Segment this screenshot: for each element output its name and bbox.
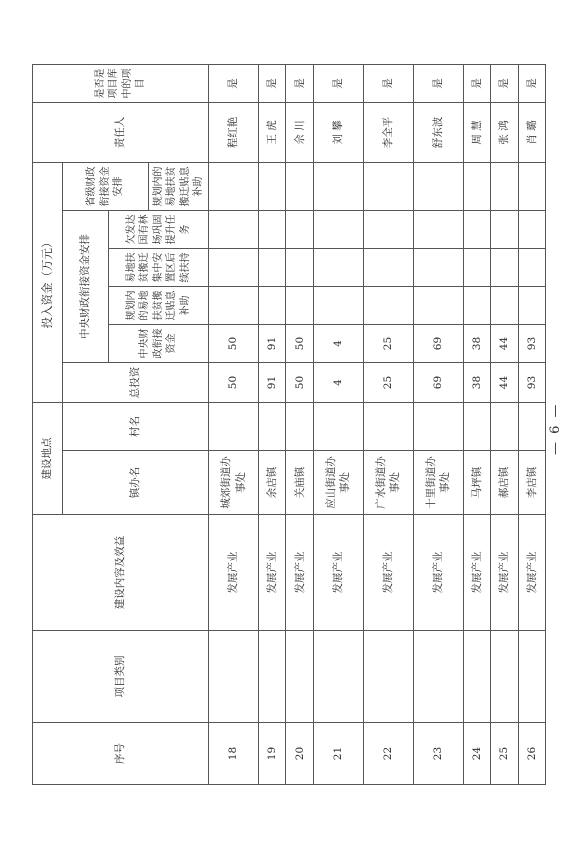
cell-content: 发展产业 (286, 515, 313, 631)
cell-central-fund: 25 (363, 325, 413, 363)
cell-central-forest-farm (286, 211, 313, 249)
cell-central-resettlement-support (259, 249, 286, 287)
cell-central-resettlement-support (463, 249, 490, 287)
cell-central-fund: 91 (259, 325, 286, 363)
cell-content: 发展产业 (518, 515, 545, 631)
cell-village (286, 403, 313, 451)
cell-seq: 20 (286, 723, 313, 785)
cell-total: 4 (313, 363, 363, 403)
cell-central-forest-farm (363, 211, 413, 249)
cell-library: 是 (286, 64, 313, 102)
cell-central-forest-farm (313, 211, 363, 249)
cell-village (491, 403, 518, 451)
cell-total: 93 (518, 363, 545, 403)
table-row (209, 64, 259, 784)
cell-town: 城郊街道办事处 (209, 451, 259, 515)
cell-central-resettlement-support (491, 249, 518, 287)
cell-provincial-subsidy (518, 162, 545, 210)
cell-central-fund: 93 (518, 325, 545, 363)
header-provincial-sub1: 规划内的易地扶贫搬迁贴息补助 (149, 162, 209, 210)
cell-central-forest-farm (491, 211, 518, 249)
cell-provincial-subsidy (209, 162, 259, 210)
cell-central-relocation-subsidy (259, 287, 286, 325)
cell-content: 发展产业 (209, 515, 259, 631)
cell-village (209, 403, 259, 451)
cell-provincial-subsidy (491, 162, 518, 210)
cell-central-relocation-subsidy (491, 287, 518, 325)
header-total: 总投资 (63, 363, 209, 403)
cell-central-relocation-subsidy (463, 287, 490, 325)
cell-town: 十里街道办事处 (413, 451, 463, 515)
cell-town: 马坪镇 (463, 451, 490, 515)
table-row (518, 64, 545, 784)
cell-content: 发展产业 (491, 515, 518, 631)
cell-central-resettlement-support (209, 249, 259, 287)
cell-content: 发展产业 (463, 515, 490, 631)
cell-village (413, 403, 463, 451)
cell-total: 91 (259, 363, 286, 403)
header-category: 项目类别 (33, 631, 209, 723)
cell-central-forest-farm (463, 211, 490, 249)
cell-total: 50 (209, 363, 259, 403)
cell-provincial-subsidy (259, 162, 286, 210)
cell-content: 发展产业 (259, 515, 286, 631)
cell-person: 刘 攀 (313, 102, 363, 162)
header-person: 责任人 (33, 102, 209, 162)
cell-central-fund: 50 (286, 325, 313, 363)
cell-village (518, 403, 545, 451)
cell-central-fund: 50 (209, 325, 259, 363)
cell-total: 50 (286, 363, 313, 403)
cell-town: 李店镇 (518, 451, 545, 515)
cell-library: 是 (413, 64, 463, 102)
table-row (286, 64, 313, 784)
cell-central-resettlement-support (363, 249, 413, 287)
cell-library: 是 (491, 64, 518, 102)
cell-village (463, 403, 490, 451)
cell-central-fund: 69 (413, 325, 463, 363)
cell-village (313, 403, 363, 451)
cell-central-fund: 4 (313, 325, 363, 363)
cell-central-fund: 44 (491, 325, 518, 363)
header-central-sub1: 中央财政衔接资金 (109, 325, 209, 363)
cell-library: 是 (209, 64, 259, 102)
cell-category (313, 631, 363, 723)
table-row (491, 64, 518, 784)
cell-central-resettlement-support (313, 249, 363, 287)
cell-central-relocation-subsidy (286, 287, 313, 325)
cell-provincial-subsidy (286, 162, 313, 210)
header-village: 村名 (63, 403, 209, 451)
cell-content: 发展产业 (363, 515, 413, 631)
table-row (463, 64, 490, 784)
cell-central-relocation-subsidy (363, 287, 413, 325)
cell-person: 程红艳 (209, 102, 259, 162)
cell-category (463, 631, 490, 723)
header-central: 中央财政衔接资金安排 (63, 211, 109, 363)
cell-provincial-subsidy (363, 162, 413, 210)
header-content: 建设内容及效益 (33, 515, 209, 631)
cell-seq: 22 (363, 723, 413, 785)
cell-seq: 23 (413, 723, 463, 785)
table-row (313, 64, 363, 784)
cell-seq: 21 (313, 723, 363, 785)
cell-person: 舒东波 (413, 102, 463, 162)
header-town: 镇办名 (63, 451, 209, 515)
cell-total: 25 (363, 363, 413, 403)
page-number: — 6 — (548, 402, 563, 455)
cell-central-fund: 38 (463, 325, 490, 363)
cell-central-relocation-subsidy (518, 287, 545, 325)
cell-total: 69 (413, 363, 463, 403)
table-body (209, 64, 546, 784)
cell-central-resettlement-support (286, 249, 313, 287)
cell-person: 李全平 (363, 102, 413, 162)
cell-seq: 26 (518, 723, 545, 785)
project-fund-table (32, 64, 546, 785)
cell-seq: 19 (259, 723, 286, 785)
cell-central-forest-farm (413, 211, 463, 249)
table-row (413, 64, 463, 784)
cell-provincial-subsidy (463, 162, 490, 210)
cell-library: 是 (259, 64, 286, 102)
cell-seq: 25 (491, 723, 518, 785)
cell-town: 广水街道办事处 (363, 451, 413, 515)
header-central-sub4: 欠发达国有林场巩固提升任务 (109, 211, 209, 249)
cell-content: 发展产业 (413, 515, 463, 631)
cell-library: 是 (313, 64, 363, 102)
cell-central-relocation-subsidy (209, 287, 259, 325)
header-location: 建设地点 (33, 403, 63, 515)
cell-person: 王 虎 (259, 102, 286, 162)
cell-library: 是 (463, 64, 490, 102)
header-seq: 序号 (33, 723, 209, 785)
cell-category (209, 631, 259, 723)
cell-central-relocation-subsidy (313, 287, 363, 325)
cell-content: 发展产业 (313, 515, 363, 631)
cell-person: 肖 璐 (518, 102, 545, 162)
header-investment: 投入资金（万元） (33, 162, 63, 402)
cell-provincial-subsidy (313, 162, 363, 210)
cell-category (518, 631, 545, 723)
cell-person: 张 鸿 (491, 102, 518, 162)
header-library: 是否是项目库中的项目 (33, 64, 209, 102)
cell-town: 余店镇 (259, 451, 286, 515)
header-central-sub3: 易地扶贫搬迁集中安置区后续扶持 (109, 249, 209, 287)
cell-category (491, 631, 518, 723)
cell-town: 郝店镇 (491, 451, 518, 515)
cell-provincial-subsidy (413, 162, 463, 210)
cell-town: 关庙镇 (286, 451, 313, 515)
cell-village (363, 403, 413, 451)
cell-person: 佘 川 (286, 102, 313, 162)
cell-town: 应山街道办事处 (313, 451, 363, 515)
cell-central-resettlement-support (518, 249, 545, 287)
cell-total: 44 (491, 363, 518, 403)
cell-village (259, 403, 286, 451)
cell-central-forest-farm (209, 211, 259, 249)
cell-seq: 24 (463, 723, 490, 785)
cell-category (259, 631, 286, 723)
cell-person: 周 慧 (463, 102, 490, 162)
cell-category (363, 631, 413, 723)
header-provincial: 省级财政衔接资金安排 (63, 162, 149, 210)
table-row (363, 64, 413, 784)
cell-category (413, 631, 463, 723)
header-central-sub2: 规划内的易地扶贫搬迁贴息补助 (109, 287, 209, 325)
cell-library: 是 (518, 64, 545, 102)
cell-category (286, 631, 313, 723)
cell-central-forest-farm (518, 211, 545, 249)
cell-central-resettlement-support (413, 249, 463, 287)
cell-library: 是 (363, 64, 413, 102)
table-row (259, 64, 286, 784)
cell-total: 38 (463, 363, 490, 403)
cell-seq: 18 (209, 723, 259, 785)
cell-central-forest-farm (259, 211, 286, 249)
cell-central-relocation-subsidy (413, 287, 463, 325)
